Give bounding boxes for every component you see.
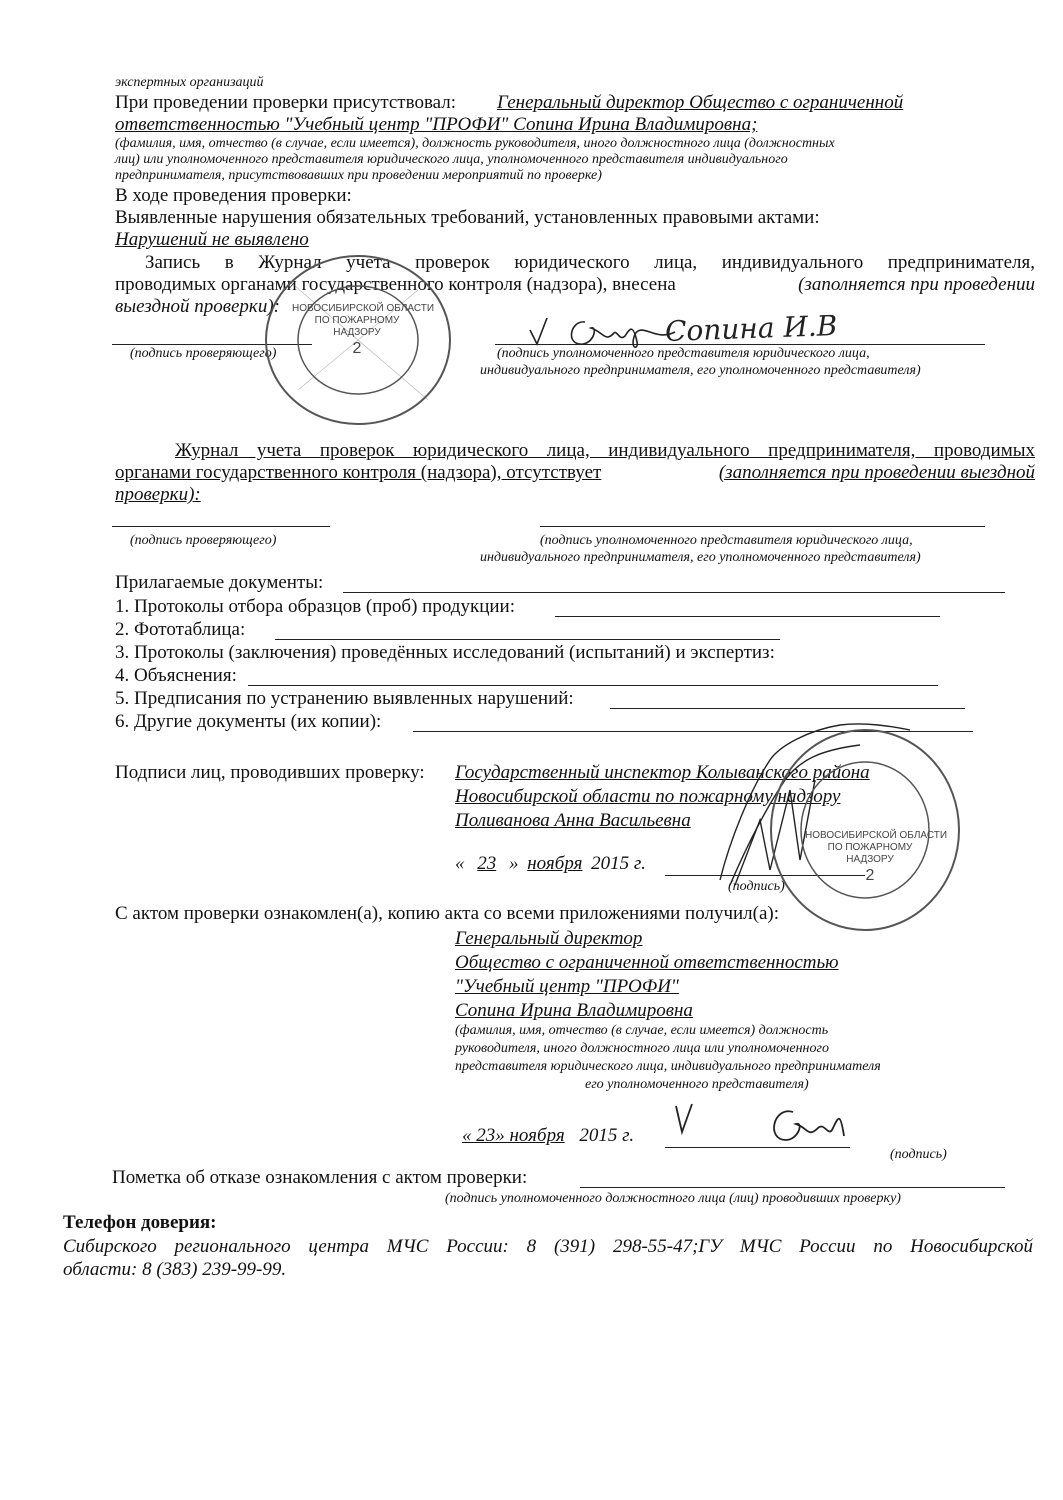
signature-line-representative-2 bbox=[540, 526, 985, 527]
stamp-2-center-line-1: НОВОСИБИРСКОЙ ОБЛАСТИ bbox=[805, 830, 948, 841]
stamp-2-center-line-3: НАДЗОРУ bbox=[846, 854, 894, 865]
sig-block-2-right-caption-1: (подпись уполномоченного представителя юридического лица, bbox=[540, 533, 913, 548]
refusal-line bbox=[580, 1187, 1005, 1188]
attachment-item-4: 4. Объяснения: bbox=[115, 665, 237, 686]
attachments-title-line bbox=[343, 592, 1005, 593]
attachment-item-5-line bbox=[610, 708, 965, 709]
present-value-2: ответственностью "Учебный центр "ПРОФИ" Сопина Ирина Владимировна; bbox=[115, 114, 758, 135]
present-hint-3: предпринимателя, присутствовавших при проведении мероприятий по проверке) bbox=[115, 168, 602, 183]
inspector-sig-caption: (подпись) bbox=[728, 879, 785, 894]
acquainted-date-year: 2015 г. bbox=[579, 1125, 635, 1146]
sig-block-1-left-caption: (подпись проверяющего) bbox=[130, 346, 277, 361]
inspector-date-year: 2015 г. bbox=[591, 853, 646, 874]
inspector-date-month: ноября bbox=[527, 853, 583, 874]
stamp-2-center-line-2: ПО ПОЖАРНОМУ bbox=[827, 842, 913, 853]
acquainted-line-3: "Учебный центр "ПРОФИ" bbox=[455, 976, 679, 997]
inspector-date-day: 23 bbox=[477, 853, 497, 874]
journal-entry-line-2 bbox=[115, 274, 1035, 296]
journal-entry-line-3: выездной проверки): bbox=[115, 296, 280, 317]
inspector-date-close: » bbox=[509, 853, 519, 874]
inspector-line-2: Новосибирской области по пожарному надзору bbox=[455, 786, 841, 807]
trust-phone-title: Телефон доверия: bbox=[63, 1212, 217, 1233]
attachment-item-2-line bbox=[275, 639, 780, 640]
journal-absent-line-2-note: (заполняется при проведении выездной bbox=[718, 462, 1035, 483]
attachments-title: Прилагаемые документы: bbox=[115, 572, 324, 593]
journal-absent-line-3: проверки): bbox=[115, 484, 201, 505]
acquainted-line-1: Генеральный директор bbox=[455, 928, 643, 949]
refusal-label: Пометка об отказе ознакомления с актом проверки: bbox=[112, 1167, 528, 1188]
acquainted-hint-2: руководителя, иного должностного лица или уполномоченного bbox=[455, 1041, 829, 1056]
journal-absent-line-1: Журнал учета проверок юридического лица, индивидуального предпринимателя, проводимых bbox=[175, 440, 1035, 461]
trust-phone-line-2: области: 8 (383) 239-99-99. bbox=[63, 1259, 287, 1280]
attachment-item-2: 2. Фототаблица: bbox=[115, 619, 246, 640]
attachment-item-6: 6. Другие документы (их копии): bbox=[115, 711, 382, 732]
attachment-item-1: 1. Протоколы отбора образцов (проб) продукции: bbox=[115, 596, 515, 617]
sig-block-2-right-caption-2: индивидуального предпринимателя, его уполномоченного представителя) bbox=[480, 550, 921, 565]
inspector-line-1: Государственный инспектор Колыванского района bbox=[455, 762, 870, 783]
during-label: В ходе проведения проверки: bbox=[115, 185, 352, 206]
acquainted-sig-caption: (подпись) bbox=[890, 1147, 947, 1162]
stamp-1-center-line-3: НАДЗОРУ bbox=[333, 327, 381, 338]
stamp-1-center-line-2: ПО ПОЖАРНОМУ bbox=[314, 315, 400, 326]
journal-entry-line-2-note: (заполняется при проведении bbox=[798, 274, 1035, 295]
acquainted-line-2: Общество с ограниченной ответственностью bbox=[455, 952, 839, 973]
present-value-1: Генеральный директор Общество с ограниченной bbox=[497, 92, 904, 113]
attachment-item-1-line bbox=[555, 616, 940, 617]
acquainted-label: С актом проверки ознакомлен(а), копию акта со всеми приложениями получил(а): bbox=[115, 903, 780, 924]
journal-absent-line-2 bbox=[115, 462, 1035, 484]
acquainted-line-4: Сопина Ирина Владимировна bbox=[455, 1000, 693, 1021]
acquainted-hint-1: (фамилия, имя, отчество (в случае, если имеется) должность bbox=[455, 1023, 829, 1038]
acquainted-date bbox=[462, 1125, 634, 1147]
attachment-item-3: 3. Протоколы (заключения) проведённых исследований (испытаний) и экспертиз: bbox=[115, 642, 775, 663]
acquainted-hint-4: его уполномоченного представителя) bbox=[585, 1077, 809, 1092]
signature-line-inspector-2 bbox=[112, 526, 330, 527]
inspectors-label: Подписи лиц, проводивших проверку: bbox=[115, 762, 425, 783]
inspector-date bbox=[455, 853, 646, 875]
refusal-hint: (подпись уполномоченного должностного лица (лиц) проводивших проверку) bbox=[445, 1191, 901, 1206]
sig-block-1-right-caption-2: индивидуального предпринимателя, его уполномоченного представителя) bbox=[480, 363, 921, 378]
journal-entry-line-2-text: проводимых органами государственного контроля (надзора), внесена bbox=[115, 274, 676, 295]
acquainted-hint-3: представителя юридического лица, индивидуального предпринимателя bbox=[455, 1059, 881, 1074]
handwritten-signature-2 bbox=[668, 1100, 848, 1150]
stamp-2-center-text bbox=[805, 830, 948, 884]
stamp-1-center-line-1: НОВОСИБИРСКОЙ ОБЛАСТИ bbox=[292, 303, 435, 314]
violations-value: Нарушений не выявлено bbox=[115, 229, 309, 250]
journal-absent-line-2-text: органами государственного контроля (надзора), отсутствует bbox=[115, 462, 602, 483]
attachment-item-4-line bbox=[248, 685, 938, 686]
present-hint-2: лиц) или уполномоченного представителя юридического лица, уполномоченного представителя индивидуального bbox=[115, 152, 788, 167]
sig-block-2-left-caption: (подпись проверяющего) bbox=[130, 533, 277, 548]
inspector-name: Поливанова Анна Васильевна bbox=[455, 810, 691, 831]
header-note: экспертных организаций bbox=[115, 75, 264, 90]
inspector-date-open: « bbox=[455, 853, 465, 874]
present-hint-1: (фамилия, имя, отчество (в случае, если имеется), должность руководителя, иного должностного лица (должностных bbox=[115, 136, 835, 151]
present-label: При проведении проверки присутствовал: bbox=[115, 92, 457, 113]
attachment-item-5: 5. Предписания по устранению выявленных нарушений: bbox=[115, 688, 574, 709]
violations-label: Выявленные нарушения обязательных требований, установленных правовыми актами: bbox=[115, 207, 820, 228]
stamp-1-number: 2 bbox=[352, 340, 362, 357]
stamp-1-center-text bbox=[292, 303, 435, 357]
acquainted-date-text: « 23» ноября bbox=[462, 1125, 565, 1146]
handwritten-name-1: Сопина И.В bbox=[664, 309, 838, 348]
stamp-2-number: 2 bbox=[865, 867, 875, 884]
sig-block-1-right-caption-1: (подпись уполномоченного представителя юридического лица, bbox=[497, 346, 870, 361]
journal-entry-line-1: Запись в Журнал учета проверок юридического лица, индивидуального предпринимателя, bbox=[145, 252, 1035, 273]
trust-phone-line-1: Сибирского регионального центра МЧС России: 8 (391) 298-55-47;ГУ МЧС России по Новосибирской bbox=[63, 1236, 1033, 1257]
